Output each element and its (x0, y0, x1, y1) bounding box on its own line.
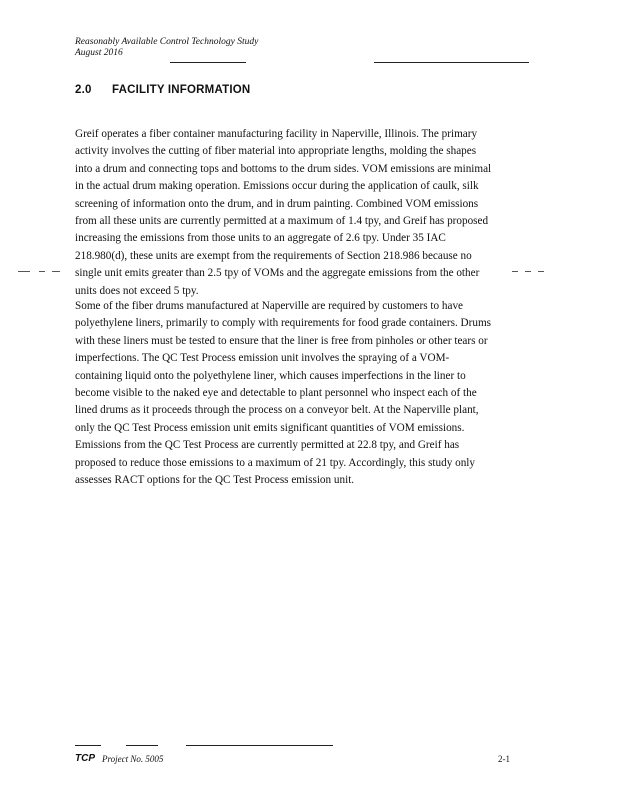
text-line: units does not exceed 5 tpy. (75, 284, 199, 297)
text-line: lined drums as it proceeds through the process on a conveyor belt. At the Naperville plant, (75, 404, 479, 417)
text-line: increasing the emissions from those units to an aggregate of 2.6 tpy. Under 35 IAC (75, 232, 446, 245)
paragraph-2 (75, 298, 531, 489)
revision-mark (18, 271, 30, 272)
text-line: into a drum and connecting tops and bottoms to the drum sides. VOM emissions are minimal (75, 162, 492, 175)
text-line: proposed to reduce those emissions to a maximum of 21 tpy. Accordingly, this study only (75, 456, 476, 469)
text-line: single unit emits greater than 2.5 tpy of VOMs and the aggregate emissions from the other (75, 267, 480, 280)
header-rule-left (170, 62, 246, 63)
footer-rule-1 (75, 745, 101, 746)
text-line: with these liners must be tested to ensure that the liner is free from pinholes or other tears or (75, 334, 488, 347)
text-line: only the QC Test Process emission unit emits significant quantities of VOM emissions. (75, 421, 465, 434)
revision-mark (538, 271, 544, 272)
text-line: containing liquid onto the polyethylene liner, which causes imperfections in the liner to (75, 369, 466, 382)
text-line: in the actual drum making operation. Emissions occur during the application of caulk, silk (75, 180, 479, 193)
paragraph-1 (75, 126, 531, 300)
revision-mark (52, 271, 60, 272)
footer-project: Project No. 5005 (102, 754, 164, 764)
text-line: polyethylene liners, primarily to comply with requirements for food grade containers. Drums (75, 317, 492, 330)
text-line: assesses RACT options for the QC Test Process emission unit. (75, 474, 355, 487)
revision-mark (39, 271, 45, 272)
revision-mark (525, 271, 531, 272)
header-rule-right (374, 62, 529, 63)
text-line: screening of information onto the drum, and in drum painting. Combined VOM emissions (75, 197, 479, 210)
section-title: FACILITY INFORMATION (112, 84, 251, 96)
footer-rule-2 (126, 745, 158, 746)
text-line: 218.980(d), these units are exempt from the requirements of Section 218.986 because no (75, 249, 472, 262)
revision-mark (512, 271, 518, 272)
section-number: 2.0 (75, 84, 92, 96)
footer-company: TCP (75, 753, 95, 764)
text-line: become visible to the naked eye and detectable to plant personnel who inspect each of the (75, 387, 477, 400)
header-title: Reasonably Available Control Technology Study (75, 37, 259, 47)
section-heading (75, 84, 250, 96)
footer-page-number: 2-1 (498, 754, 510, 764)
text-line: Emissions from the QC Test Process are currently permitted at 22.8 tpy, and Greif has (75, 439, 460, 452)
text-line: Greif operates a fiber container manufacturing facility in Naperville, Illinois. The primary (75, 128, 478, 140)
text-line: Some of the fiber drums manufactured at Naperville are required by customers to have (75, 300, 464, 312)
text-line: activity involves the cutting of fiber material into appropriate lengths, molding the shapes (75, 145, 477, 158)
text-line: imperfections. The QC Test Process emission unit involves the spraying of a VOM- (75, 352, 450, 365)
footer-rule-3 (186, 745, 333, 746)
text-line: from all these units are currently permitted at a maximum of 1.4 tpy, and Greif has proposed (75, 215, 489, 228)
header-date: August 2016 (75, 48, 123, 58)
